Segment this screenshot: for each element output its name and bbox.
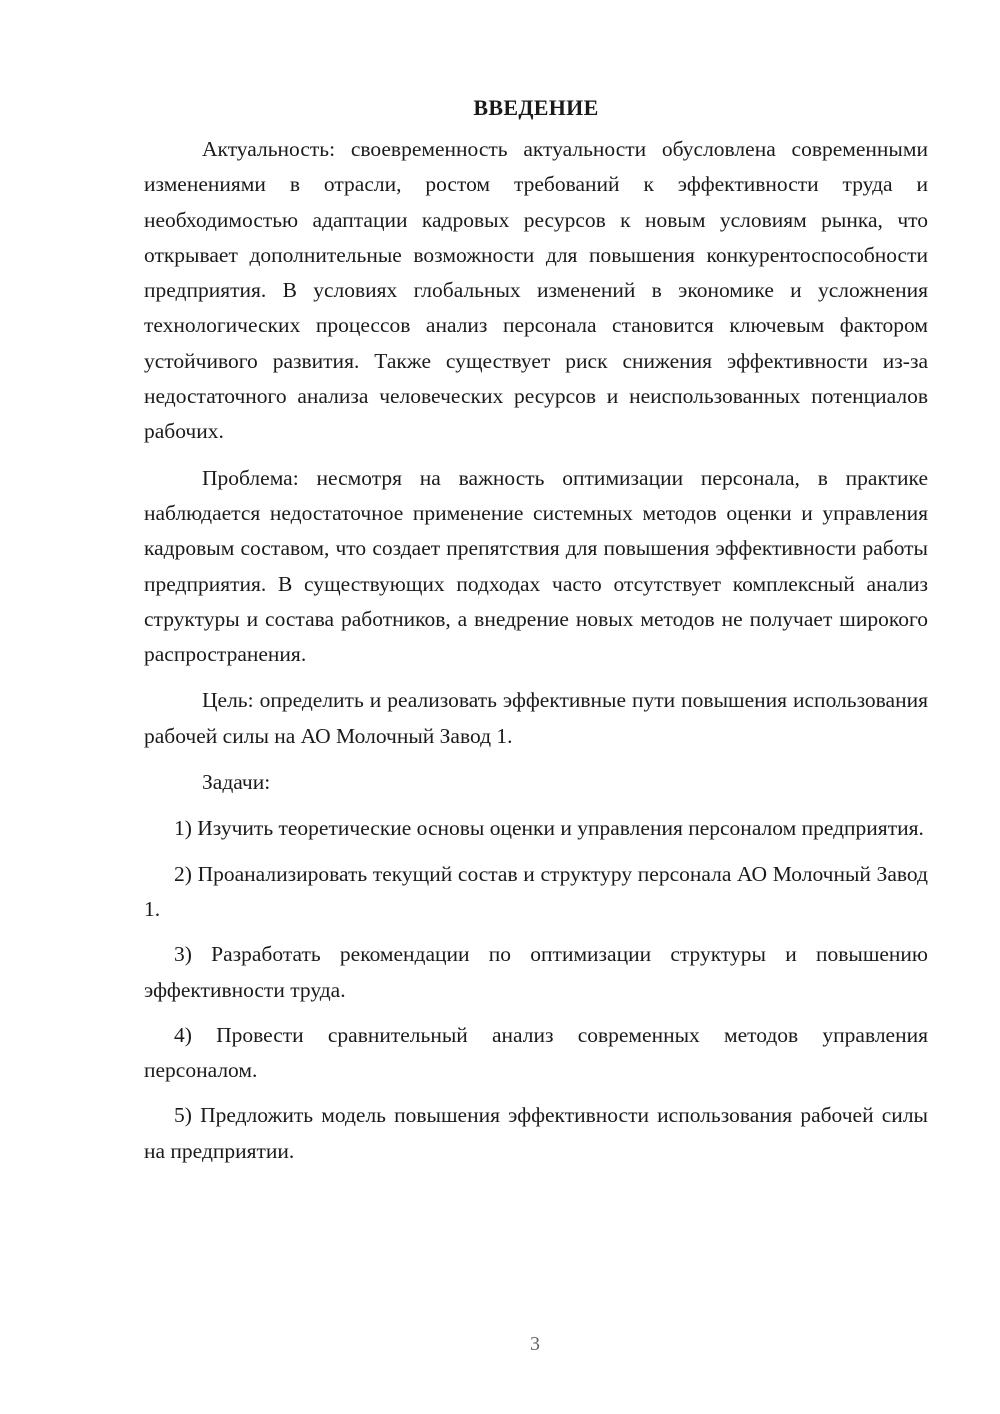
problem-paragraph: Проблема: несмотря на важность оптимизации персонала, в практике наблюдается недостаточное применение системных методов оценки и управления кадровым составом, что создает препятствия для повышения эффективности работы предприятия. В существующих подходах часто отсутствует комплексный анализ структуры и состава работников, а внедрение новых методов не получает широкого распространения. [144, 465, 928, 667]
task-item-2: 2) Проанализировать текущий состав и структуру персонала АО Молочный Завод 1. [144, 861, 928, 921]
goal-paragraph: Цель: определить и реализовать эффективные пути повышения использования рабочей силы на АО Молочный Завод 1. [144, 688, 928, 748]
tasks-heading: Задачи: [202, 770, 271, 795]
task-item-1: 1) Изучить теоретические основы оценки и управления персоналом предприятия. [174, 816, 924, 841]
document-page [144, 90, 928, 1179]
relevance-paragraph: Актуальность: своевременность актуальности обусловлена современными изменениями в отрасли, ростом требований к эффективности труда и необходимостью адаптации кадровых ресурсов к новым условиям рынка, что открывает дополнительные возможности для повышения конкурентоспособности предприятия. В условиях глобальных изменений в экономике и усложнения технологических процессов анализ персонала становится ключевым фактором устойчивого развития. Также существует риск снижения эффективности из-за недостаточного анализа человеческих ресурсов и неиспользованных потенциалов рабочих. [144, 137, 928, 444]
task-item-3: 3) Разработать рекомендации по оптимизации структуры и повышению эффективности труда. [144, 942, 928, 1002]
page-number: 3 [530, 1333, 540, 1355]
task-item-5: 5) Предложить модель повышения эффективности использования рабочей силы на предприятии. [144, 1103, 928, 1163]
section-title: ВВЕДЕНИЕ [473, 95, 599, 120]
task-item-4: 4) Провести сравнительный анализ современных методов управления персоналом. [144, 1022, 928, 1083]
